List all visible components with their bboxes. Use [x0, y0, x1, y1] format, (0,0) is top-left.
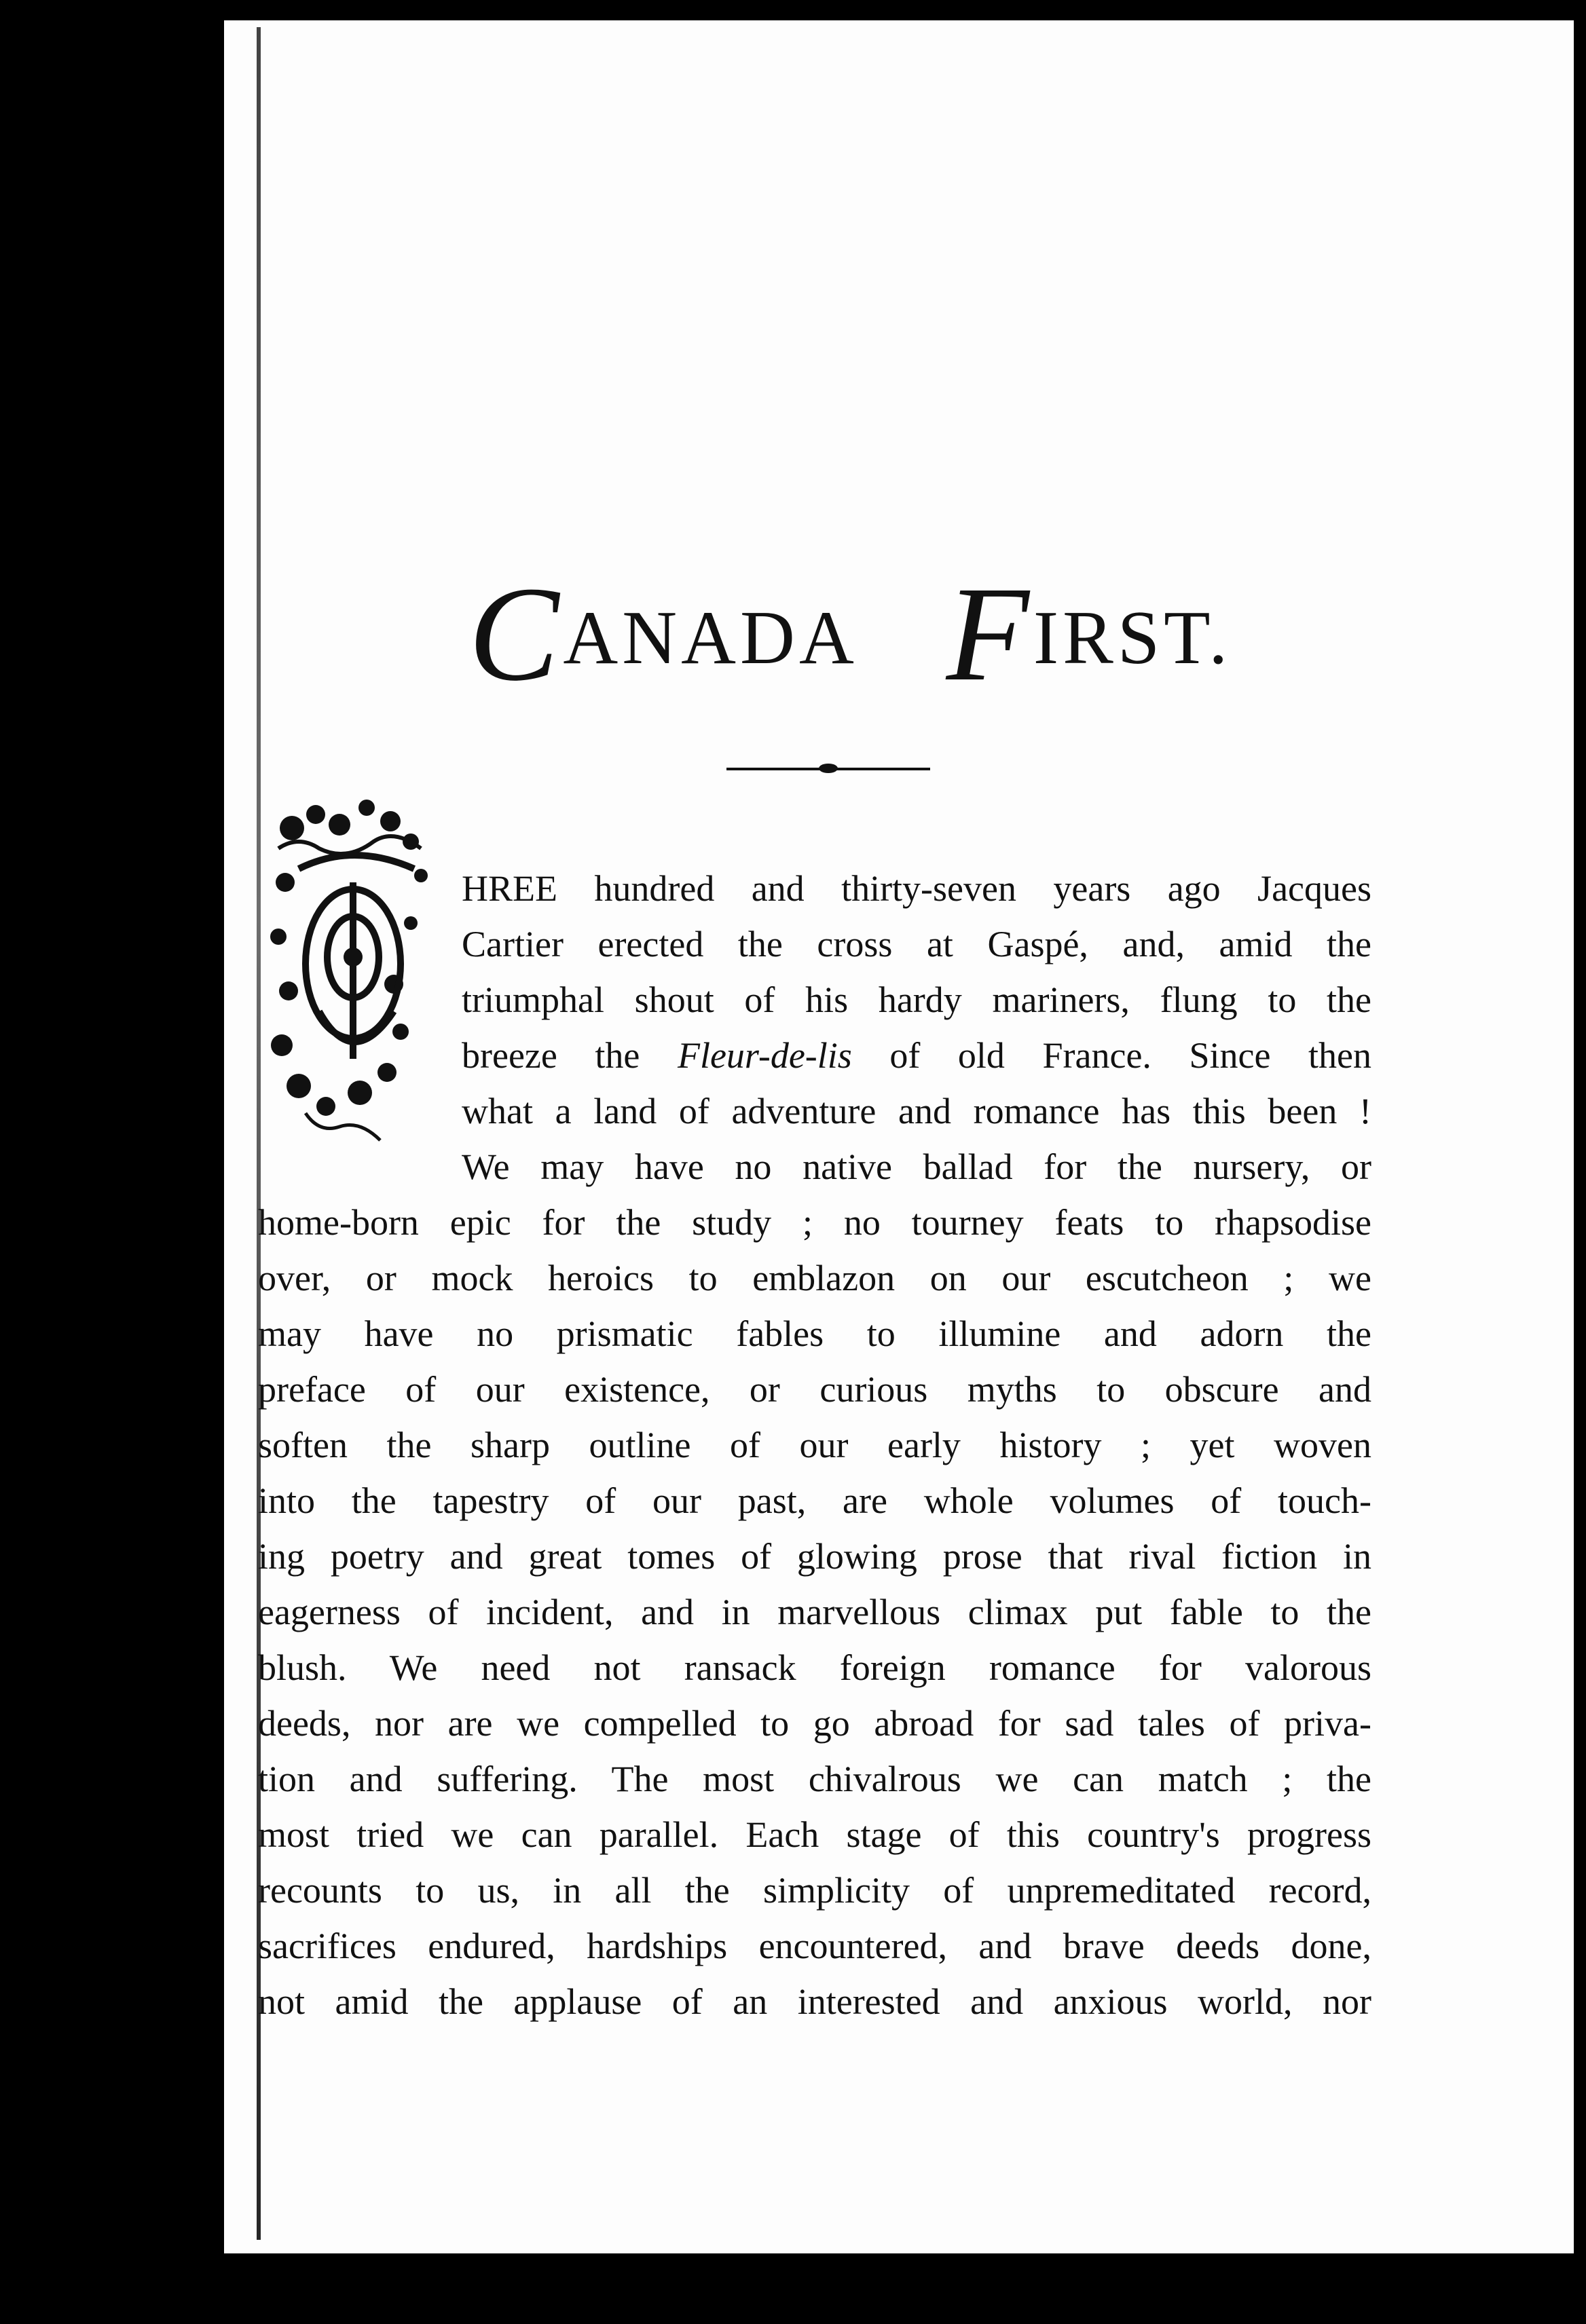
title-word-canada: ANADA — [563, 596, 854, 680]
ornamental-rule — [726, 767, 930, 771]
title-word-first: IRST. — [1033, 596, 1232, 680]
title-initial-c: C — [468, 559, 564, 709]
text-line: breeze the Fleur-de-lis of old France. Since then — [462, 1035, 1371, 1076]
text-line: blush. We need not ransack foreign romance for valorous — [258, 1647, 1371, 1688]
text-line: triumphal shout of his hardy mariners, flung to the — [462, 979, 1371, 1020]
text-line: We may have no native ballad for the nursery, or — [462, 1146, 1371, 1187]
page-title — [468, 557, 1283, 712]
text-line: tion and suffering. The most chivalrous we can match ; the — [258, 1759, 1371, 1799]
text-line: sacrifices endured, hardships encountered, and brave deeds done, — [258, 1926, 1371, 1966]
title-initial-f: F — [946, 559, 1033, 709]
scan-top-margin — [0, 0, 1586, 20]
scan-bottom-margin — [0, 2253, 1586, 2324]
scan-right-margin — [1574, 0, 1586, 2324]
text-line: recounts to us, in all the simplicity of unpremeditated record, — [258, 1870, 1371, 1911]
rule-diamond — [819, 764, 838, 773]
scan-left-margin — [0, 0, 224, 2324]
text-line: what a land of adventure and romance has this been ! — [462, 1091, 1371, 1131]
text-line: soften the sharp outline of our early history ; yet woven — [258, 1425, 1371, 1465]
text-line: over, or mock heroics to emblazon on our escutcheon ; we — [258, 1258, 1371, 1298]
text-line: ing poetry and great tomes of glowing prose that rival fiction in — [258, 1536, 1371, 1577]
text-line: preface of our existence, or curious myths to obscure and — [258, 1369, 1371, 1410]
text-line: deeds, nor are we compelled to go abroad for sad tales of priva- — [258, 1703, 1371, 1744]
body-paragraph — [258, 861, 1371, 2029]
text-line: not amid the applause of an interested and anxious world, nor — [258, 1981, 1371, 2022]
text-line: HREE hundred and thirty-seven years ago Jacques — [462, 868, 1371, 909]
text-line: home-born epic for the study ; no tourney feats to rhapsodise — [258, 1202, 1371, 1243]
text-line: Cartier erected the cross at Gaspé, and, amid the — [462, 924, 1371, 964]
text-line: may have no prismatic fables to illumine and adorn the — [258, 1313, 1371, 1354]
text-line: most tried we can parallel. Each stage of this country's progress — [258, 1814, 1371, 1855]
text-line: eagerness of incident, and in marvellous climax put fable to the — [258, 1592, 1371, 1632]
text-line: into the tapestry of our past, are whole volumes of touch- — [258, 1480, 1371, 1521]
